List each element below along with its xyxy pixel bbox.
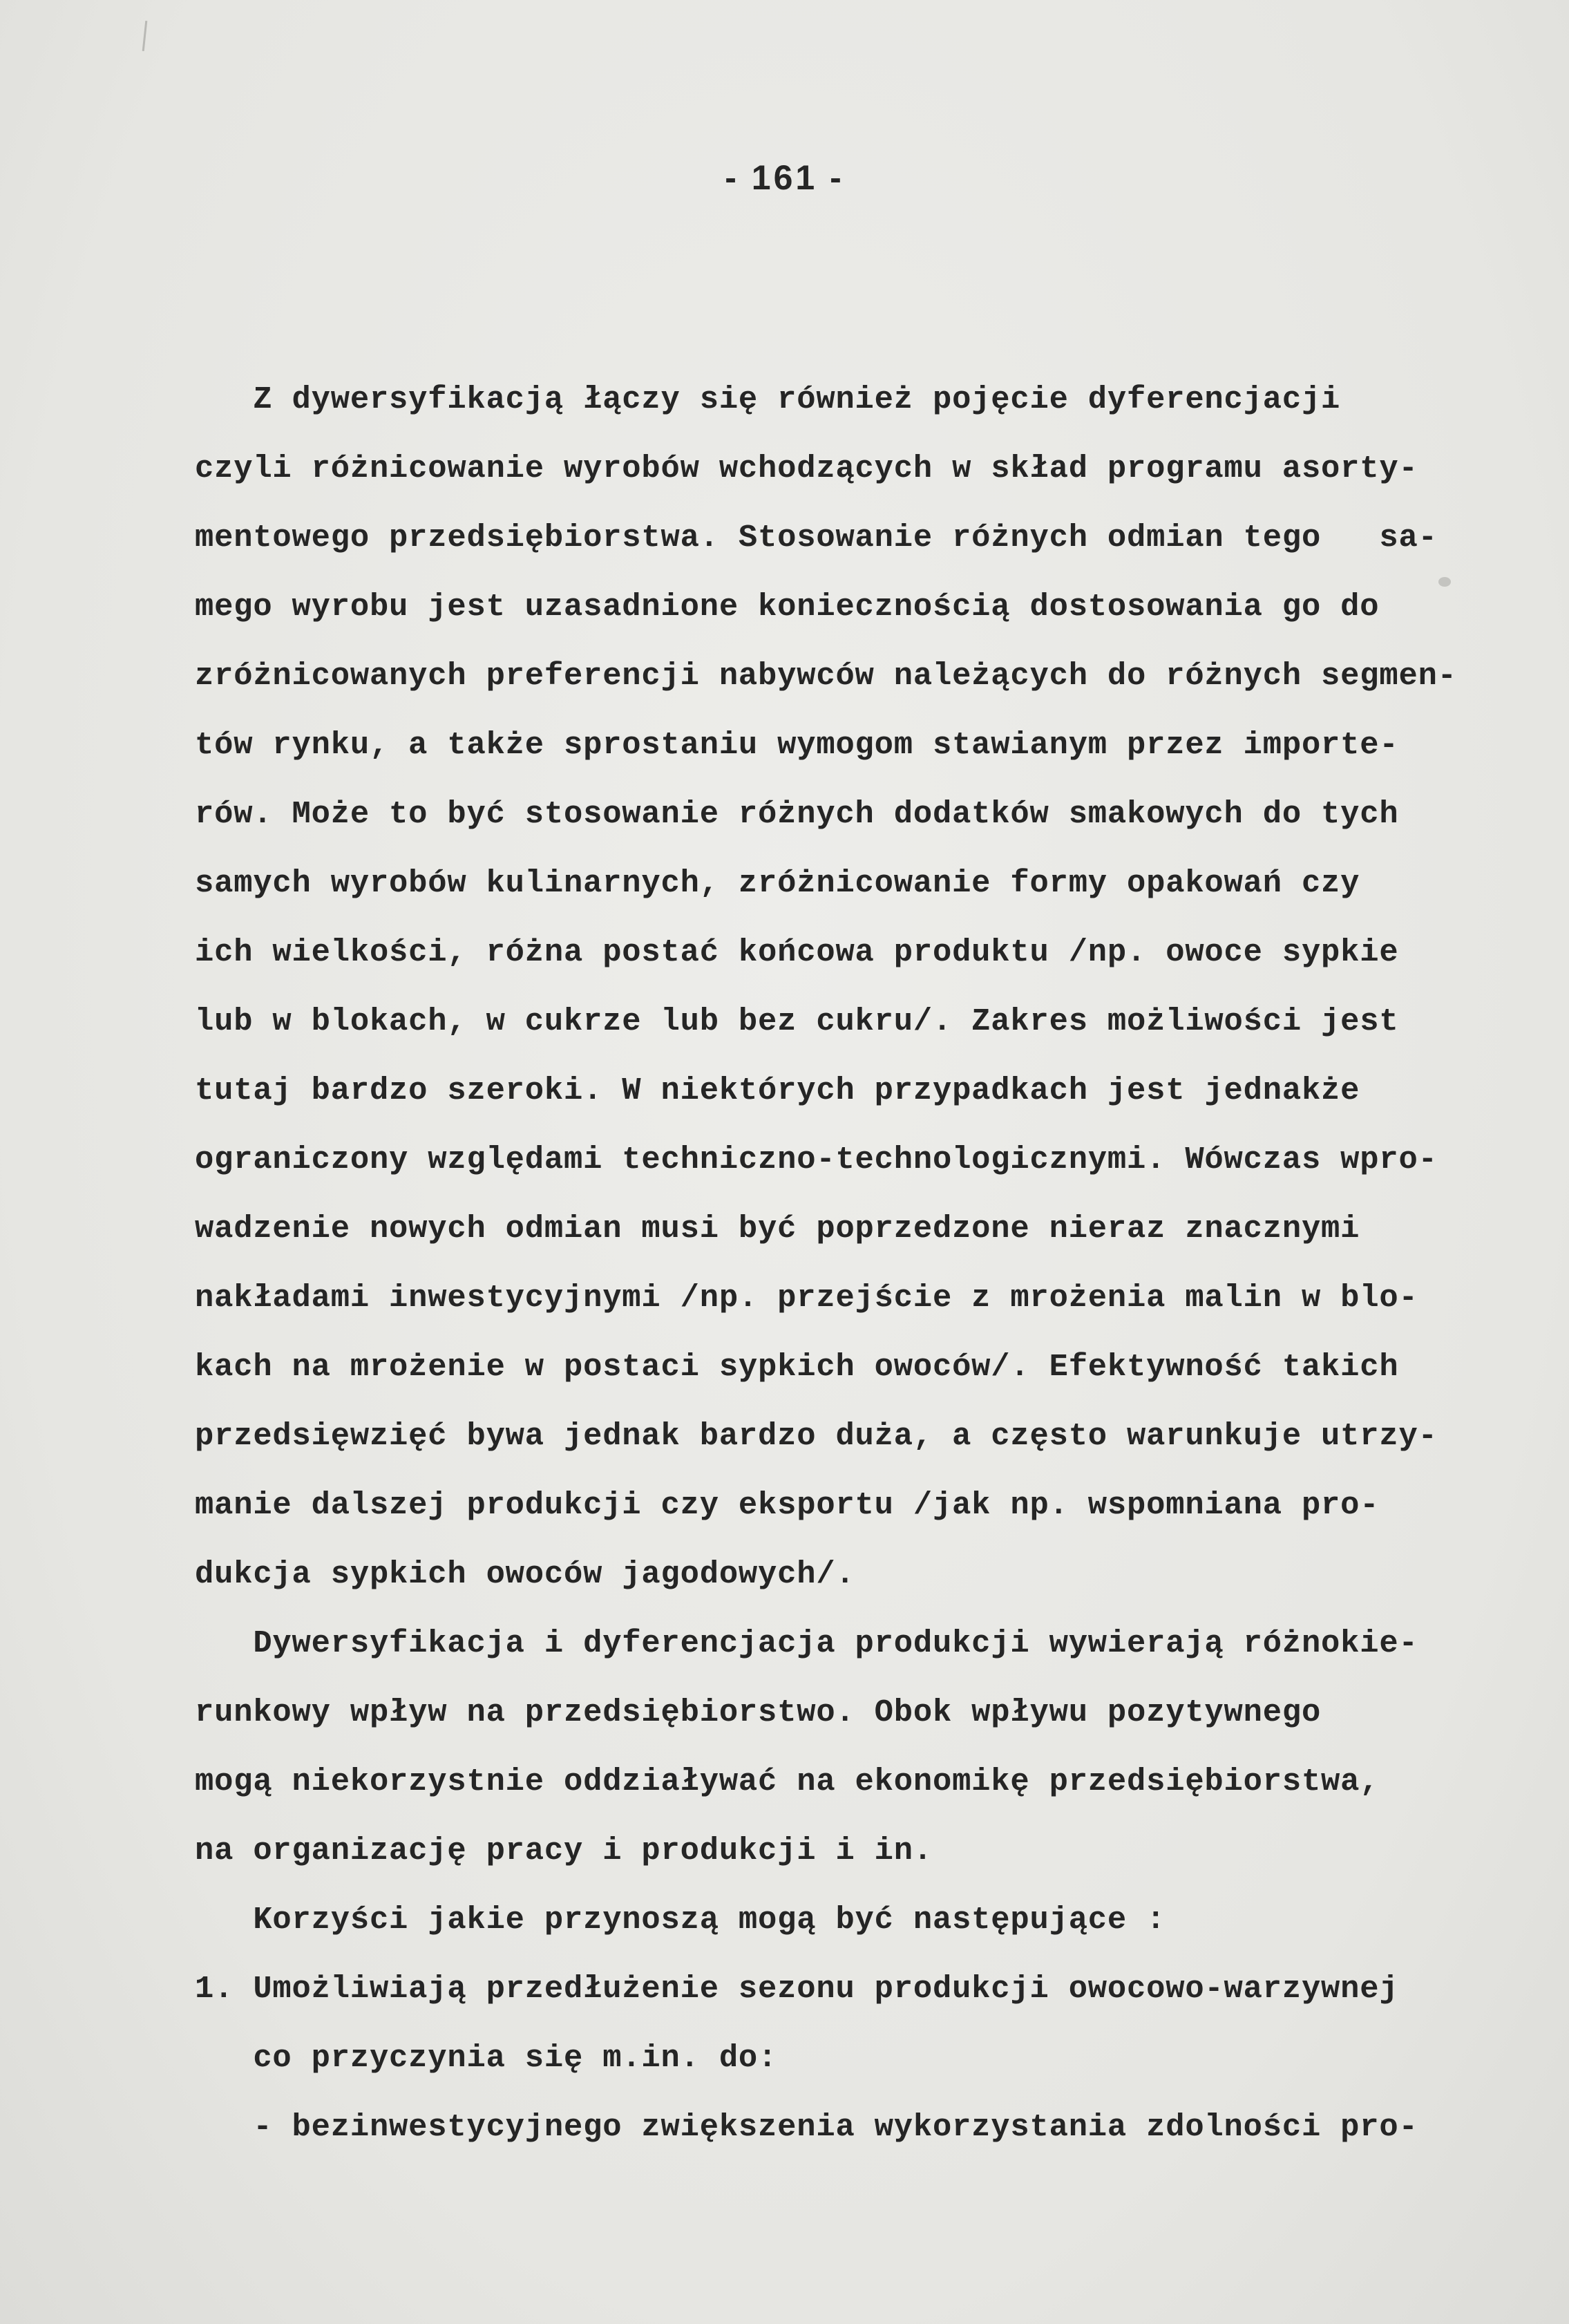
text-line: na organizację pracy i produkcji i in. xyxy=(195,1833,933,1869)
text-line: nakładami inwestycyjnymi /np. przejście z mrożenia malin w blo- xyxy=(195,1280,1418,1316)
text-line: mentowego przedsiębiorstwa. Stosowanie różnych odmian tego sa- xyxy=(195,520,1438,556)
text-line: ograniczony względami techniczno-technologicznymi. Wówczas wpro- xyxy=(195,1142,1438,1178)
text-line: 1. Umożliwiają przedłużenie sezonu produkcji owocowo-warzywnej xyxy=(195,1971,1399,2007)
ink-smudge xyxy=(1438,577,1451,587)
text-line: wadzenie nowych odmian musi być poprzedzone nieraz znacznymi xyxy=(195,1211,1360,1247)
text-line: mego wyrobu jest uzasadnione koniecznością dostosowania go do xyxy=(195,589,1380,625)
text-line: Dywersyfikacja i dyferencjacja produkcji wywierają różnokie- xyxy=(195,1625,1418,1661)
text-line: przedsięwzięć bywa jednak bardzo duża, a często warunkuje utrzy- xyxy=(195,1418,1438,1454)
text-line: mogą niekorzystnie oddziaływać na ekonomikę przedsiębiorstwa, xyxy=(195,1764,1380,1799)
page-number: - 161 - xyxy=(725,158,844,197)
text-line: samych wyrobów kulinarnych, zróżnicowanie formy opakowań czy xyxy=(195,865,1360,901)
text-line: kach na mrożenie w postaci sypkich owoców/. Efektywność takich xyxy=(195,1349,1399,1385)
text-line: Korzyści jakie przynoszą mogą być następujące : xyxy=(195,1902,1166,1938)
text-line: tów rynku, a także sprostaniu wymogom stawianym przez importe- xyxy=(195,727,1399,763)
text-line: dukcja sypkich owoców jagodowych/. xyxy=(195,1556,855,1592)
text-line: lub w blokach, w cukrze lub bez cukru/. Zakres możliwości jest xyxy=(195,1003,1399,1039)
text-line: tutaj bardzo szeroki. W niektórych przypadkach jest jednakże xyxy=(195,1073,1360,1108)
margin-mark xyxy=(142,21,148,51)
text-line: runkowy wpływ na przedsiębiorstwo. Obok wpływu pozytywnego xyxy=(195,1694,1322,1730)
text-line: ich wielkości, różna postać końcowa produktu /np. owoce sypkie xyxy=(195,934,1399,970)
text-line: Z dywersyfikacją łączy się również pojęcie dyferencjacji xyxy=(195,381,1341,417)
text-line: czyli różnicowanie wyrobów wchodzących w skład programu asorty- xyxy=(195,451,1418,486)
text-line: - bezinwestycyjnego zwiększenia wykorzystania zdolności pro- xyxy=(195,2109,1418,2145)
text-line: zróżnicowanych preferencji nabywców należących do różnych segmen- xyxy=(195,658,1457,694)
text-line: co przyczynia się m.in. do: xyxy=(195,2040,778,2076)
text-line: rów. Może to być stosowanie różnych dodatków smakowych do tych xyxy=(195,796,1399,832)
text-line: manie dalszej produkcji czy eksportu /jak np. wspomniana pro- xyxy=(195,1487,1380,1523)
